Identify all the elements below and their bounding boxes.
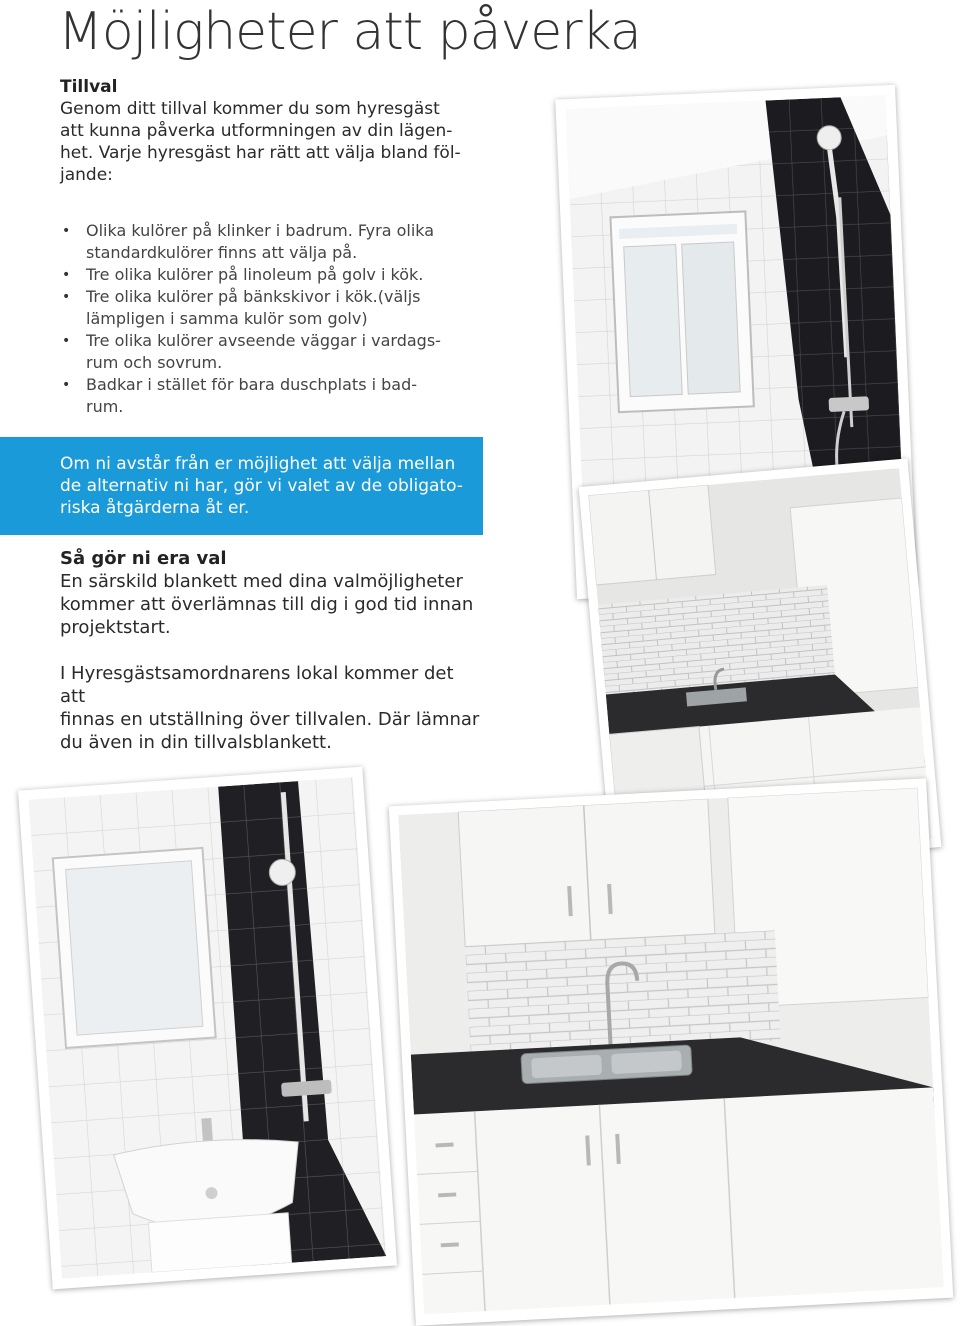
val-para1-line: projektstart. [60, 617, 171, 638]
page-title: Möjligheter att påverka [58, 2, 641, 62]
val-para2-line: I Hyresgästsamordnarens lokal kommer det att [60, 663, 454, 707]
list-item-line: lämpligen i samma kulör som golv) [86, 309, 368, 328]
list-item [60, 374, 480, 418]
list-item-line: rum. [86, 397, 124, 416]
bathroom-sink-image [29, 777, 387, 1279]
list-item [60, 286, 480, 330]
val-heading: Så gör ni era val [60, 548, 227, 569]
list-item-line: • Tre olika kulörer avseende väggar i vardags- [86, 331, 441, 350]
notice-line: riska åtgärderna åt er. [60, 498, 250, 518]
list-item-line: standardkulörer finns att välja på. [86, 243, 358, 262]
options-list [60, 220, 480, 418]
notice-box [0, 437, 483, 535]
val-section [60, 547, 480, 754]
tillval-section [60, 76, 480, 186]
list-item-line: • Badkar i stället för bara duschplats i bad- [86, 375, 418, 394]
list-item-line: • Tre olika kulörer på linoleum på golv i kök. [86, 265, 424, 284]
val-para1-line: kommer att överlämnas till dig i god tid innan [60, 594, 474, 615]
tillval-intro-line: Genom ditt tillval kommer du som hyresgäst [60, 99, 440, 119]
list-item-line: • Tre olika kulörer på bänkskivor i kök.(väljs [86, 287, 421, 306]
list-item [60, 330, 480, 374]
list-item-line: rum och sovrum. [86, 353, 223, 372]
tillval-intro-line: att kunna påverka utformningen av din lägen- [60, 121, 453, 141]
list-item [60, 264, 480, 286]
kitchen-sink-image [398, 788, 943, 1315]
tillval-heading: Tillval [60, 77, 118, 97]
tillval-intro-line: jande: [60, 165, 113, 185]
bathroom-photo-bottom [18, 767, 397, 1290]
list-item [60, 220, 480, 264]
notice-line: Om ni avstår från er möjlighet att välja mellan [60, 454, 456, 474]
val-para1-line: En särskild blankett med dina valmöjligheter [60, 571, 463, 592]
tillval-intro-line: het. Varje hyresgäst har rätt att välja bland föl- [60, 143, 461, 163]
list-item-line: • Olika kulörer på klinker i badrum. Fyra olika [86, 221, 435, 240]
notice-line: de alternativ ni har, gör vi valet av de obligato- [60, 476, 463, 496]
kitchen-photo-bottom [389, 778, 953, 1325]
val-para2-line: du även in din tillvalsblankett. [60, 732, 332, 753]
val-para2-line: finnas en utställning över tillvalen. Där lämnar [60, 709, 480, 730]
